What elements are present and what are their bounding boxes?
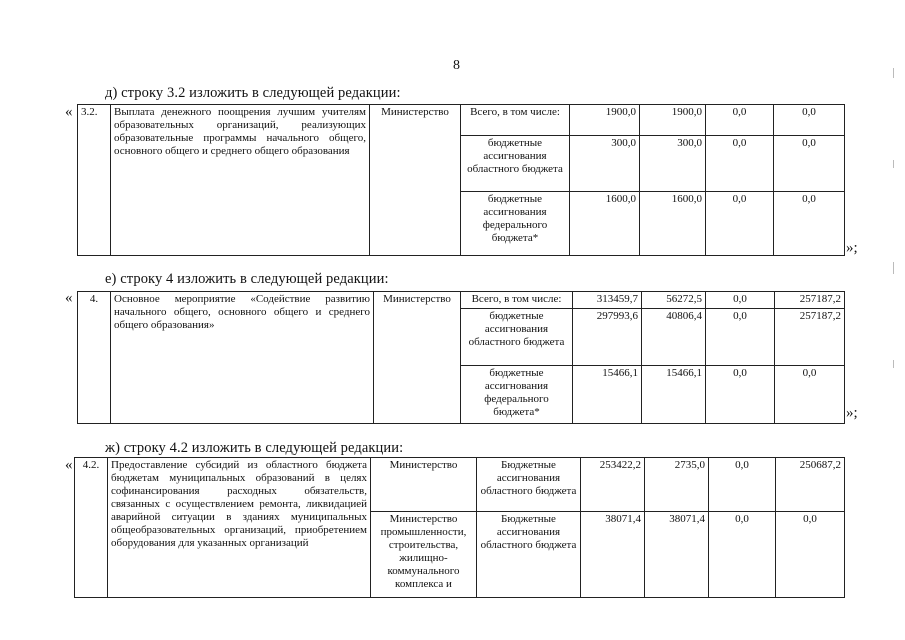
section-e-heading: е) строку 4 изложить в следующей редакции:	[105, 271, 389, 287]
value-year-1: 15466,1	[642, 366, 706, 424]
margin-mark	[893, 262, 894, 274]
value-year-3: 0,0	[774, 105, 845, 136]
executor: Министерство промышленности, строительства, жилищно-коммунального комплекса и	[371, 512, 477, 598]
section-d-open-quote: «	[65, 104, 73, 120]
margin-mark	[893, 68, 894, 78]
section-d-heading: д) строку 3.2 изложить в следующей редакции:	[105, 85, 401, 101]
value-year-3: 250687,2	[776, 458, 845, 512]
value-year-3: 0,0	[774, 136, 845, 192]
value-year-2: 0,0	[706, 366, 775, 424]
value-year-2: 0,0	[709, 458, 776, 512]
value-total: 1600,0	[570, 192, 640, 256]
value-year-2: 0,0	[706, 192, 774, 256]
value-total: 15466,1	[573, 366, 642, 424]
measure-description: Основное мероприятие «Содействие развитию начального общего, основного общего и среднего общего образования»	[111, 292, 374, 424]
value-year-3: 0,0	[776, 512, 845, 598]
funding-source: Бюджетные ассигнования областного бюджета	[477, 458, 581, 512]
margin-mark	[893, 160, 894, 168]
section-d-table	[77, 104, 845, 256]
value-year-3: 0,0	[774, 192, 845, 256]
page-number: 8	[453, 58, 460, 73]
value-year-2: 0,0	[706, 292, 775, 309]
value-year-1: 40806,4	[642, 309, 706, 366]
value-total: 313459,7	[573, 292, 642, 309]
value-year-3: 257187,2	[775, 309, 845, 366]
row-number: 4.2.	[75, 458, 108, 598]
value-year-1: 38071,4	[645, 512, 709, 598]
value-year-2: 0,0	[706, 309, 775, 366]
value-year-1: 1900,0	[640, 105, 706, 136]
value-year-3: 0,0	[775, 366, 845, 424]
section-d-close-mark: »;	[846, 240, 858, 256]
value-year-3: 257187,2	[775, 292, 845, 309]
value-year-2: 0,0	[706, 136, 774, 192]
measure-description: Выплата денежного поощрения лучшим учителям образовательных организаций, реализующих образовательные программы начального общего, основного общего и среднего общего образования	[111, 105, 370, 256]
executor: Министерство	[371, 458, 477, 512]
funding-source: бюджетные ассигнования федерального бюджета*	[461, 366, 573, 424]
funding-source: бюджетные ассигнования областного бюджета	[461, 136, 570, 192]
value-year-1: 300,0	[640, 136, 706, 192]
section-zh-heading: ж) строку 4.2 изложить в следующей редакции:	[105, 440, 404, 456]
margin-mark	[893, 360, 894, 368]
section-zh-open-quote: «	[65, 457, 73, 473]
value-total: 253422,2	[581, 458, 645, 512]
value-total: 297993,6	[573, 309, 642, 366]
funding-source: бюджетные ассигнования областного бюджета	[461, 309, 573, 366]
funding-source: Всего, в том числе:	[461, 292, 573, 309]
executor: Министерство	[374, 292, 461, 424]
funding-source: Всего, в том числе:	[461, 105, 570, 136]
measure-description: Предоставление субсидий из областного бюджета бюджетам муниципальных образований в целях софинансирования расходных обязательств, связанных с осуществлением ремонта, ликвидацией аварийной ситуации в зданиях муниципальных общеобразовательных организаций, приобретением оборудования для указанных организаций	[108, 458, 371, 598]
section-zh-table	[74, 457, 845, 598]
value-year-1: 2735,0	[645, 458, 709, 512]
value-year-1: 1600,0	[640, 192, 706, 256]
value-total: 1900,0	[570, 105, 640, 136]
section-e-close-mark: »;	[846, 405, 858, 421]
funding-source: Бюджетные ассигнования областного бюджета	[477, 512, 581, 598]
value-year-1: 56272,5	[642, 292, 706, 309]
section-e-open-quote: «	[65, 290, 73, 306]
row-number: 4.	[78, 292, 111, 424]
value-total: 300,0	[570, 136, 640, 192]
value-year-2: 0,0	[709, 512, 776, 598]
executor: Министерство	[370, 105, 461, 256]
funding-source: бюджетные ассигнования федерального бюджета*	[461, 192, 570, 256]
value-total: 38071,4	[581, 512, 645, 598]
value-year-2: 0,0	[706, 105, 774, 136]
section-e-table	[77, 291, 845, 424]
row-number: 3.2.	[78, 105, 111, 256]
